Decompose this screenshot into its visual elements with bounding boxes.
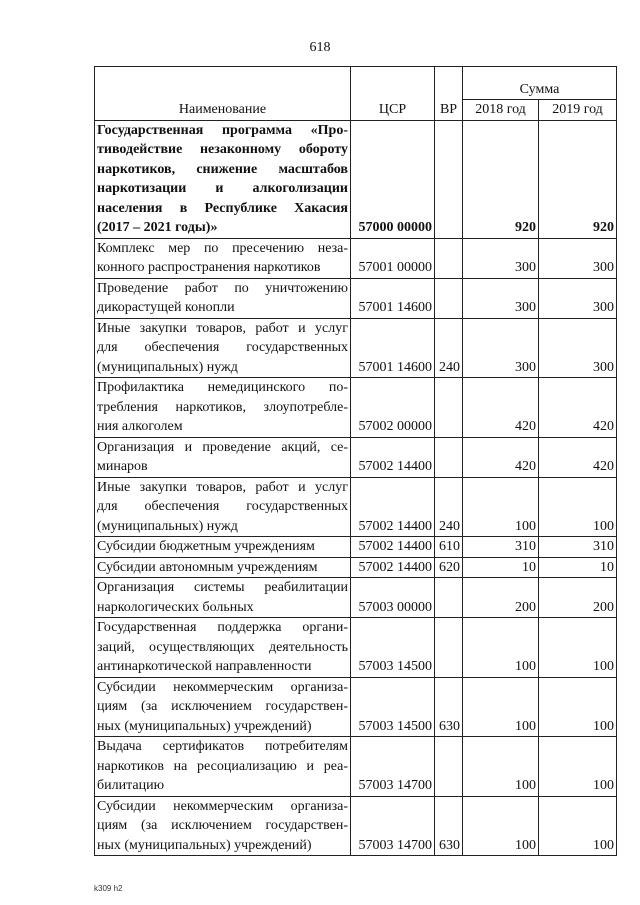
- row-csr: 57003 00000: [351, 578, 435, 618]
- header-year-2019: 2019 год: [539, 100, 617, 121]
- row-name: [95, 120, 351, 238]
- row-sum-2019: 300: [539, 238, 617, 278]
- row-vr: 630: [435, 677, 463, 737]
- row-sum-2018: 10: [463, 557, 539, 578]
- row-sum-2018: 100: [463, 477, 539, 537]
- row-sum-2019: 310: [539, 537, 617, 558]
- row-name-line: (муниципальных) нужд: [97, 359, 238, 375]
- table-row: [95, 737, 617, 797]
- row-name: [95, 677, 351, 737]
- row-name: [95, 318, 351, 378]
- row-sum-2019: 300: [539, 318, 617, 378]
- row-sum-2018: 300: [463, 238, 539, 278]
- budget-table: [94, 66, 617, 856]
- row-sum-2018: 100: [463, 618, 539, 678]
- row-sum-2019: 100: [539, 737, 617, 797]
- row-name-line: антинаркотической направленности: [97, 659, 312, 674]
- row-sum-2019: 100: [539, 796, 617, 856]
- row-csr: 57003 14700: [351, 737, 435, 797]
- row-vr: [435, 578, 463, 618]
- row-name: [95, 477, 351, 537]
- row-name-line: Комплекс мер по пресечению неза-: [97, 240, 348, 256]
- row-name-line: дикорастущей конопли: [97, 300, 235, 315]
- table-row: [95, 537, 617, 558]
- row-vr: 240: [435, 477, 463, 537]
- row-name-line: для обеспечения государственных: [97, 340, 348, 355]
- row-name: [95, 796, 351, 856]
- row-sum-2019: 200: [539, 578, 617, 618]
- row-vr: [435, 278, 463, 318]
- row-name-line: Государственная программа «Про-: [97, 122, 348, 138]
- row-csr: 57002 14400: [351, 437, 435, 477]
- row-name-line: Проведение работ по уничтожению: [97, 280, 348, 296]
- row-sum-2019: 100: [539, 677, 617, 737]
- row-name-line: минаров: [97, 459, 148, 474]
- row-sum-2018: 100: [463, 737, 539, 797]
- row-name-line: Иные закупки товаров, работ и услуг: [97, 320, 348, 336]
- table-row: [95, 796, 617, 856]
- header-sum: Сумма: [463, 67, 617, 100]
- row-sum-2018: 300: [463, 318, 539, 378]
- row-sum-2019: 10: [539, 557, 617, 578]
- row-sum-2018: 420: [463, 437, 539, 477]
- header-row: [95, 67, 617, 100]
- header-vr: ВР: [435, 67, 463, 121]
- row-vr: 610: [435, 537, 463, 558]
- row-name-line: ных (муниципальных) учреждений): [97, 837, 312, 853]
- row-name-line: тиводействие незаконному обороту: [97, 142, 348, 157]
- row-name-line: Субсидии некоммерческим организа-: [97, 679, 348, 695]
- row-name: [95, 537, 351, 558]
- row-name-line: наркотизации и алкоголизации: [97, 181, 348, 196]
- row-name: [95, 578, 351, 618]
- table-row: [95, 677, 617, 737]
- row-sum-2019: 920: [539, 120, 617, 238]
- row-sum-2018: 420: [463, 378, 539, 438]
- row-name: [95, 378, 351, 438]
- row-name-line: заций, осуществляющих деятельность: [97, 639, 348, 655]
- row-csr: 57003 14700: [351, 796, 435, 856]
- row-sum-2019: 420: [539, 378, 617, 438]
- page-number: 618: [309, 40, 331, 55]
- row-csr: 57002 00000: [351, 378, 435, 438]
- table-row: [95, 618, 617, 678]
- row-name-line: циям (за исключением государствен-: [97, 818, 348, 833]
- row-name-line: ния алкоголем: [97, 419, 183, 434]
- table-row: [95, 578, 617, 618]
- row-name-line: требления наркотиков, злоупотребле-: [97, 399, 348, 415]
- row-name: [95, 618, 351, 678]
- table-row: [95, 378, 617, 438]
- row-name-line: населения в Республике Хакасия: [97, 200, 348, 216]
- table-row: [95, 278, 617, 318]
- row-sum-2019: 420: [539, 437, 617, 477]
- row-vr: 620: [435, 557, 463, 578]
- row-name-line: наркотиков на ресоциализацию и реа-: [97, 758, 348, 774]
- table-row: [95, 238, 617, 278]
- row-csr: 57002 14400: [351, 537, 435, 558]
- row-csr: 57001 14600: [351, 278, 435, 318]
- row-vr: [435, 120, 463, 238]
- row-csr: 57003 14500: [351, 677, 435, 737]
- row-name-line: (муниципальных) нужд: [97, 518, 238, 534]
- row-name: [95, 238, 351, 278]
- row-sum-2018: 100: [463, 796, 539, 856]
- row-vr: [435, 618, 463, 678]
- row-name-line: Выдача сертификатов потребителям: [97, 739, 348, 754]
- footer-code: k309 h2: [94, 884, 123, 893]
- row-csr: 57003 14500: [351, 618, 435, 678]
- row-vr: 630: [435, 796, 463, 856]
- row-name-line: Субсидии автономным учреждениям: [97, 559, 318, 575]
- row-name-line: ных (муниципальных) учреждений): [97, 718, 312, 734]
- table-row: [95, 120, 617, 238]
- row-sum-2019: 100: [539, 477, 617, 537]
- row-name-line: для обеспечения государственных: [97, 499, 348, 514]
- row-name-line: наркотиков, снижение масштабов: [97, 161, 348, 177]
- table-row: [95, 318, 617, 378]
- row-sum-2018: 200: [463, 578, 539, 618]
- row-name: [95, 437, 351, 477]
- row-vr: [435, 238, 463, 278]
- table-row: [95, 437, 617, 477]
- row-name: [95, 278, 351, 318]
- table-row: [95, 557, 617, 578]
- row-name-line: билитацию: [97, 778, 165, 793]
- header-year-2018: 2018 год: [463, 100, 539, 121]
- header-csr: ЦСР: [351, 67, 435, 121]
- row-sum-2018: 920: [463, 120, 539, 238]
- row-vr: 240: [435, 318, 463, 378]
- row-vr: [435, 437, 463, 477]
- row-sum-2018: 300: [463, 278, 539, 318]
- row-vr: [435, 737, 463, 797]
- row-sum-2019: 100: [539, 618, 617, 678]
- row-name-line: Организация системы реабилитации: [97, 580, 348, 595]
- row-name-line: Профилактика немедицинского по-: [97, 380, 348, 395]
- row-name: [95, 557, 351, 578]
- row-vr: [435, 378, 463, 438]
- row-name-line: конного распространения наркотиков: [97, 260, 321, 275]
- table-row: [95, 477, 617, 537]
- row-name-line: Субсидии некоммерческим организа-: [97, 798, 348, 814]
- row-sum-2019: 300: [539, 278, 617, 318]
- row-csr: 57002 14400: [351, 557, 435, 578]
- row-name-line: циям (за исключением государствен-: [97, 699, 348, 714]
- row-name: [95, 737, 351, 797]
- row-name-line: (2017 – 2021 годы)»: [97, 220, 218, 235]
- row-name-line: наркологических больных: [97, 599, 254, 615]
- row-csr: 57000 00000: [351, 120, 435, 238]
- row-sum-2018: 310: [463, 537, 539, 558]
- row-name-line: Субсидии бюджетным учреждениям: [97, 539, 315, 554]
- row-sum-2018: 100: [463, 677, 539, 737]
- row-name-line: Организация и проведение акций, се-: [97, 439, 348, 455]
- row-name-line: Иные закупки товаров, работ и услуг: [97, 479, 348, 495]
- header-name: Наименование: [95, 67, 351, 121]
- row-csr: 57001 00000: [351, 238, 435, 278]
- row-csr: 57002 14400: [351, 477, 435, 537]
- row-csr: 57001 14600: [351, 318, 435, 378]
- row-name-line: Государственная поддержка органи-: [97, 620, 348, 635]
